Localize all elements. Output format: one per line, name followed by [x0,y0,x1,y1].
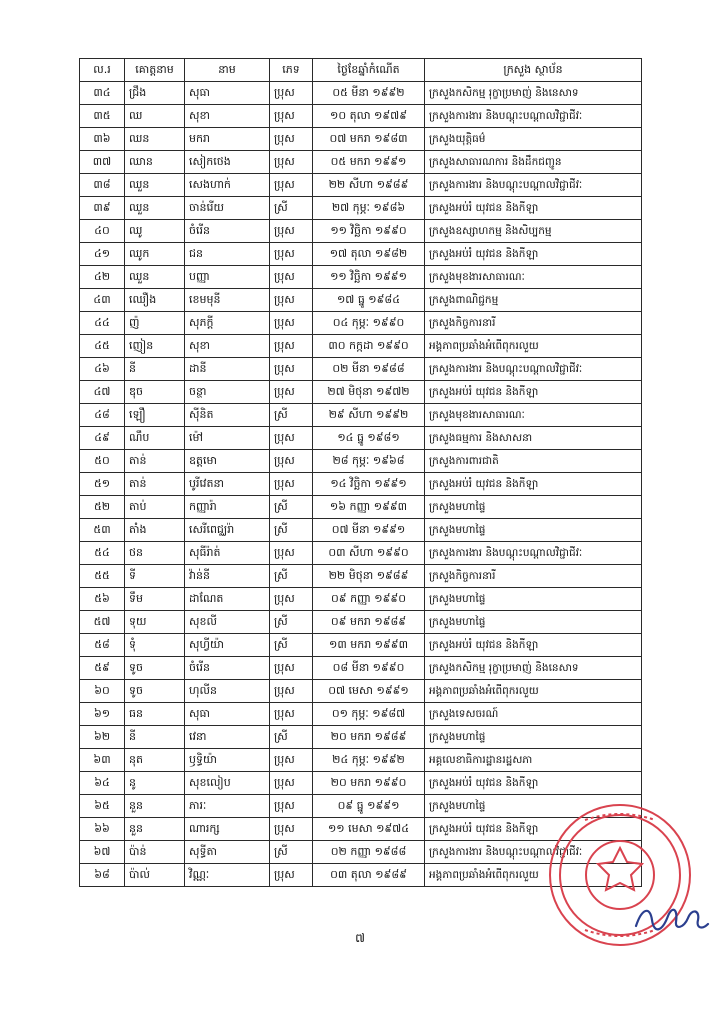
cell-no: ៥៣ [80,519,125,542]
cell-dob: ០៥ មីនា ១៩៩២ [313,82,425,105]
cell-given-name: បញ្ញា [185,266,270,289]
cell-no: ៣៤ [80,82,125,105]
cell-family-name: ថន [125,542,185,565]
cell-no: ៥៦ [80,588,125,611]
cell-ministry: ក្រសួងមហាផ្ទៃ [425,611,642,634]
cell-family-name: នី [125,726,185,749]
cell-sex: ស្រី [270,634,313,657]
cell-family-name: ទុយ [125,611,185,634]
cell-no: ៤៣ [80,289,125,312]
cell-dob: ២២ មិថុនា ១៩៨៩ [313,565,425,588]
table-row [80,772,642,795]
cell-given-name: សុធា [185,82,270,105]
header-no: ល.រ [80,59,125,82]
table-row [80,151,642,174]
cell-sex: ស្រី [270,404,313,427]
table-row [80,726,642,749]
cell-given-name: ចាន់រើយ [185,197,270,220]
cell-dob: ០៤ កុម្ភៈ ១៩៩០ [313,312,425,335]
cell-no: ៥២ [80,496,125,519]
cell-ministry: អង្គភាពប្រឆាំងអំពើពុករលួយ [425,335,642,358]
cell-dob: ២០ មករា ១៩៨៩ [313,726,425,749]
cell-ministry: ក្រសួងឧស្សាហកម្ម និងសិប្បកម្ម [425,220,642,243]
cell-family-name: ទូច [125,657,185,680]
cell-ministry: ក្រសួងការងារ និងបណ្តុះបណ្តាលវិជ្ជាជីវៈ [425,105,642,128]
cell-ministry: ក្រសួងសាធារណការ និងដឹកជញ្ជូន [425,151,642,174]
cell-family-name: ប៉ាល់ [125,864,185,887]
cell-no: ៤៥ [80,335,125,358]
cell-family-name: ឈ [125,105,185,128]
cell-family-name: ទុំ [125,634,185,657]
cell-dob: ១៤ ធ្នូ ១៩៨១ [313,427,425,450]
cell-dob: ២៨ កុម្ភៈ ១៩៦៨ [313,450,425,473]
cell-family-name: នុត [125,749,185,772]
cell-ministry: ក្រសួងមហាផ្ទៃ [425,588,642,611]
cell-given-name: សុខលៀប [185,772,270,795]
header-dob: ថ្ងៃខែឆ្នាំកំណើត [313,59,425,82]
cell-sex: ស្រី [270,611,313,634]
cell-given-name: ម៉ៅ [185,427,270,450]
table-row [80,243,642,266]
cell-dob: ១៣ មករា ១៩៩៣ [313,634,425,657]
cell-no: ៤២ [80,266,125,289]
cell-family-name: ធន [125,703,185,726]
table-row [80,82,642,105]
table-row [80,703,642,726]
cell-sex: ប្រុស [270,588,313,611]
cell-ministry: ក្រសួងពាណិជ្ជកម្ម [425,289,642,312]
cell-ministry: ក្រសួងការពារជាតិ [425,450,642,473]
cell-no: ៥៧ [80,611,125,634]
cell-ministry: អគ្គលេខាធិការដ្ឋានរដ្ឋសភា [425,749,642,772]
cell-no: ៤៦ [80,358,125,381]
header-sex: ភេទ [270,59,313,82]
cell-sex: ប្រុស [270,473,313,496]
cell-dob: ០២ មីនា ១៩៨៨ [313,358,425,381]
signature [632,898,712,938]
cell-ministry: ក្រសួងអប់រំ យុវជន និងកីឡា [425,634,642,657]
cell-sex: ប្រុស [270,864,313,887]
cell-dob: ១០ តុលា ១៩៧៩ [313,105,425,128]
cell-dob: ១១ វិច្ឆិកា ១៩៩១ [313,266,425,289]
cell-no: ៦៤ [80,772,125,795]
cell-given-name: មករា [185,128,270,151]
cell-dob: ១៧ ធ្នូ ១៩៨៤ [313,289,425,312]
cell-ministry: ក្រសួងអប់រំ យុវជន និងកីឡា [425,818,642,841]
table-row [80,749,642,772]
cell-family-name: ញៀន [125,335,185,358]
table-row [80,174,642,197]
cell-ministry: ក្រសួងមហាផ្ទៃ [425,496,642,519]
cell-family-name: ឈន [125,128,185,151]
cell-ministry: ក្រសួងអប់រំ យុវជន និងកីឡា [425,381,642,404]
cell-ministry: ក្រសួងការងារ និងបណ្តុះបណ្តាលវិជ្ជាជីវៈ [425,174,642,197]
cell-given-name: ឧត្តមោ [185,450,270,473]
cell-given-name: ខេមមុនី [185,289,270,312]
cell-family-name: នួន [125,818,185,841]
cell-sex: ប្រុស [270,450,313,473]
cell-ministry: ក្រសួងយុត្តិធម៌ [425,128,642,151]
cell-no: ៤៧ [80,381,125,404]
cell-ministry: ក្រសួងការងារ និងបណ្តុះបណ្តាលវិជ្ជាជីវៈ [425,358,642,381]
personnel-table [79,58,642,887]
cell-dob: ០១ កុម្ភៈ ១៩៨៧ [313,703,425,726]
cell-no: ៦៥ [80,795,125,818]
cell-no: ៥៩ [80,657,125,680]
cell-dob: ០៩ មករា ១៩៨៩ [313,611,425,634]
cell-family-name: តាប់ [125,496,185,519]
cell-family-name: ឈូ [125,220,185,243]
cell-no: ៣៩ [80,197,125,220]
cell-family-name: តាន់ [125,473,185,496]
cell-sex: ប្រុស [270,795,313,818]
cell-sex: ប្រុស [270,703,313,726]
cell-no: ៦៨ [80,864,125,887]
cell-ministry: ក្រសួងកិច្ចការនារី [425,565,642,588]
cell-family-name: ទី [125,565,185,588]
cell-dob: ០៧ មករា ១៩៨៣ [313,128,425,151]
table-row [80,289,642,312]
table-row [80,634,642,657]
cell-dob: ២០ មករា ១៩៩០ [313,772,425,795]
cell-dob: ១១ មេសា ១៩៧៤ [313,818,425,841]
cell-ministry: ក្រសួងការងារ និងបណ្តុះបណ្តាលវិជ្ជាជីវៈ [425,841,642,864]
cell-dob: ១៦ កញ្ញា ១៩៩៣ [313,496,425,519]
cell-dob: ១៧ តុលា ១៩៨២ [313,243,425,266]
cell-family-name: ឈួន [125,197,185,220]
table-row [80,588,642,611]
table-body [80,82,642,887]
cell-no: ៤៩ [80,427,125,450]
cell-sex: ស្រី [270,726,313,749]
cell-no: ៤៤ [80,312,125,335]
cell-sex: ប្រុស [270,289,313,312]
cell-family-name: ប៉ាន់ [125,841,185,864]
cell-family-name: ឌុច [125,381,185,404]
cell-sex: ប្រុស [270,358,313,381]
cell-ministry: ក្រសួងធម្មការ និងសាសនា [425,427,642,450]
header-ministry: ក្រសួង ស្ថាប័ន [425,59,642,82]
cell-given-name: ស៊ីនិត [185,404,270,427]
cell-given-name: សុខា [185,335,270,358]
cell-ministry: ក្រសួងការងារ និងបណ្តុះបណ្តាលវិជ្ជាជីវៈ [425,542,642,565]
table-row [80,220,642,243]
cell-dob: ០៣ តុលា ១៩៨៩ [313,864,425,887]
cell-no: ៦១ [80,703,125,726]
cell-dob: ១១ វិច្ឆិកា ១៩៩០ [313,220,425,243]
cell-given-name: វិណ្ណៈ [185,864,270,887]
cell-no: ៤១ [80,243,125,266]
cell-sex: ប្រុស [270,542,313,565]
cell-no: ៣៥ [80,105,125,128]
cell-dob: ៣០ កក្កដា ១៩៩០ [313,335,425,358]
cell-sex: ប្រុស [270,243,313,266]
cell-family-name: ឈាន [125,151,185,174]
cell-sex: ប្រុស [270,657,313,680]
cell-sex: ប្រុស [270,220,313,243]
cell-sex: ប្រុស [270,174,313,197]
cell-family-name: ឈូក [125,243,185,266]
cell-no: ៦២ [80,726,125,749]
cell-given-name: សេរីពេជ្ឈរ៉ា [185,519,270,542]
cell-sex: ប្រុស [270,335,313,358]
cell-ministry: ក្រសួងមហាផ្ទៃ [425,519,642,542]
table-row [80,427,642,450]
cell-ministry: ក្រសួងទេសចរណ៍ [425,703,642,726]
cell-sex: ស្រី [270,841,313,864]
cell-given-name: ជន [185,243,270,266]
cell-dob: ១៤ វិច្ឆិកា ១៩៩១ [313,473,425,496]
cell-no: ៦៣ [80,749,125,772]
cell-ministry: ក្រសួងមុខងារសាធារណៈ [425,404,642,427]
cell-sex: ប្រុស [270,680,313,703]
cell-sex: ប្រុស [270,128,313,151]
cell-ministry: ក្រសួងមហាផ្ទៃ [425,795,642,818]
cell-no: ៣៦ [80,128,125,151]
cell-family-name: តាន់ [125,450,185,473]
cell-given-name: ចន្ថា [185,381,270,404]
cell-sex: ប្រុស [270,312,313,335]
table-row [80,473,642,496]
cell-no: ៦០ [80,680,125,703]
table-row [80,565,642,588]
table-row [80,358,642,381]
cell-ministry: ក្រសួងអប់រំ យុវជន និងកីឡា [425,473,642,496]
cell-no: ៥១ [80,473,125,496]
cell-ministry: ក្រសួងមុខងារសាធារណៈ [425,266,642,289]
cell-dob: ០៧ មីនា ១៩៩១ [313,519,425,542]
cell-family-name: ឡឿ [125,404,185,427]
cell-dob: ០២ កញ្ញា ១៩៨៨ [313,841,425,864]
header-given-name: នាម [185,59,270,82]
cell-dob: ២៧ កុម្ភៈ ១៩៨៦ [313,197,425,220]
cell-no: ៥៨ [80,634,125,657]
table-row [80,680,642,703]
cell-given-name: សុខា [185,105,270,128]
cell-no: ៦៧ [80,841,125,864]
cell-given-name: សុទ្ធីតា [185,841,270,864]
cell-dob: ២២ សីហា ១៩៨៩ [313,174,425,197]
table-row [80,657,642,680]
table-row [80,404,642,427]
cell-family-name: ឈួន [125,174,185,197]
cell-family-name: ជ្រឹង [125,82,185,105]
table-header-row [80,59,642,82]
cell-sex: ប្រុស [270,266,313,289]
cell-ministry: ក្រសួងមហាផ្ទៃ [425,726,642,749]
cell-sex: ប្រុស [270,772,313,795]
cell-given-name: វ៉ាន់នី [185,565,270,588]
cell-dob: ០៩ កញ្ញា ១៩៩០ [313,588,425,611]
table-row [80,519,642,542]
cell-no: ៣៧ [80,151,125,174]
table-row [80,266,642,289]
cell-no: ៦៦ [80,818,125,841]
page-number: ៧ [355,931,365,945]
table-row [80,128,642,151]
cell-sex: ស្រី [270,565,313,588]
cell-ministry: អង្គភាពប្រឆាំងអំពើពុករលួយ [425,680,642,703]
table-row [80,105,642,128]
cell-sex: ស្រី [270,496,313,519]
cell-sex: ប្រុស [270,151,313,174]
cell-given-name: បូរីវេតនា [185,473,270,496]
cell-given-name: សុហ្វីយ៉ា [185,634,270,657]
cell-given-name: ដានី [185,358,270,381]
cell-ministry: ក្រសួងអប់រំ យុវជន និងកីឡា [425,243,642,266]
cell-dob: ០៨ មីនា ១៩៩០ [313,657,425,680]
cell-no: ៥០ [80,450,125,473]
table-row [80,496,642,519]
table-row [80,335,642,358]
cell-family-name: ណឹប [125,427,185,450]
cell-given-name: ណារក្ស [185,818,270,841]
cell-given-name: ដាណែត [185,588,270,611]
cell-given-name: សុខលី [185,611,270,634]
cell-given-name: ចំរើន [185,220,270,243]
cell-ministry: ក្រសួងអប់រំ យុវជន និងកីឡា [425,197,642,220]
cell-family-name: នី [125,358,185,381]
table-row [80,312,642,335]
cell-sex: ប្រុស [270,381,313,404]
cell-ministry: ក្រសួងកិច្ចការនារី [425,312,642,335]
cell-given-name: សៀកថេង [185,151,270,174]
table-row [80,381,642,404]
cell-family-name: ឈឿង [125,289,185,312]
cell-dob: ០៣ សីហា ១៩៩០ [313,542,425,565]
cell-family-name: ទូច [125,680,185,703]
cell-family-name: ញ៉ [125,312,185,335]
table-row [80,450,642,473]
cell-sex: ប្រុស [270,82,313,105]
cell-sex: ស្រី [270,519,313,542]
cell-dob: ២៤ កុម្ភៈ ១៩៩២ [313,749,425,772]
cell-dob: ២៧ មិថុនា ១៩៧២ [313,381,425,404]
cell-given-name: សេងហាក់ [185,174,270,197]
cell-family-name: ឈួន [125,266,185,289]
cell-sex: ប្រុស [270,105,313,128]
cell-no: ៤៨ [80,404,125,427]
cell-ministry: ក្រសួងអប់រំ យុវជន និងកីឡា [425,772,642,795]
table-row [80,197,642,220]
cell-family-name: នូ [125,772,185,795]
cell-dob: ០៩ ធ្នូ ១៩៩១ [313,795,425,818]
cell-ministry: ក្រសួងកសិកម្ម រុក្ខាប្រមាញ់ និងនេសាទ [425,657,642,680]
table-row [80,542,642,565]
cell-family-name: តាំង [125,519,185,542]
cell-dob: ២៩ សីហា ១៩៩២ [313,404,425,427]
cell-sex: ប្រុស [270,749,313,772]
header-family-name: គោត្តនាម [125,59,185,82]
cell-sex: ប្រុស [270,427,313,450]
cell-given-name: សុភក្តី [185,312,270,335]
cell-ministry: ក្រសួងកសិកម្ម រុក្ខាប្រមាញ់ និងនេសាទ [425,82,642,105]
cell-family-name: នួន [125,795,185,818]
cell-dob: ០៧ មេសា ១៩៩១ [313,680,425,703]
cell-sex: ស្រី [270,197,313,220]
cell-given-name: កញ្ញារ៉ា [185,496,270,519]
table-row [80,611,642,634]
cell-no: ៤០ [80,220,125,243]
cell-sex: ប្រុស [270,818,313,841]
cell-given-name: ចំរើន [185,657,270,680]
cell-ministry: អង្គភាពប្រឆាំងអំពើពុករលួយ [425,864,642,887]
cell-given-name: ឫទ្ធិយ៉ា [185,749,270,772]
cell-no: ៣៨ [80,174,125,197]
cell-given-name: វេនា [185,726,270,749]
cell-given-name: ភារៈ [185,795,270,818]
cell-given-name: សុធា [185,703,270,726]
cell-given-name: សុធីរ៉ាត់ [185,542,270,565]
cell-dob: ០៥ មករា ១៩៩១ [313,151,425,174]
cell-family-name: ទឹម [125,588,185,611]
cell-given-name: ហុលីន [185,680,270,703]
cell-no: ៥៤ [80,542,125,565]
cell-no: ៥៥ [80,565,125,588]
